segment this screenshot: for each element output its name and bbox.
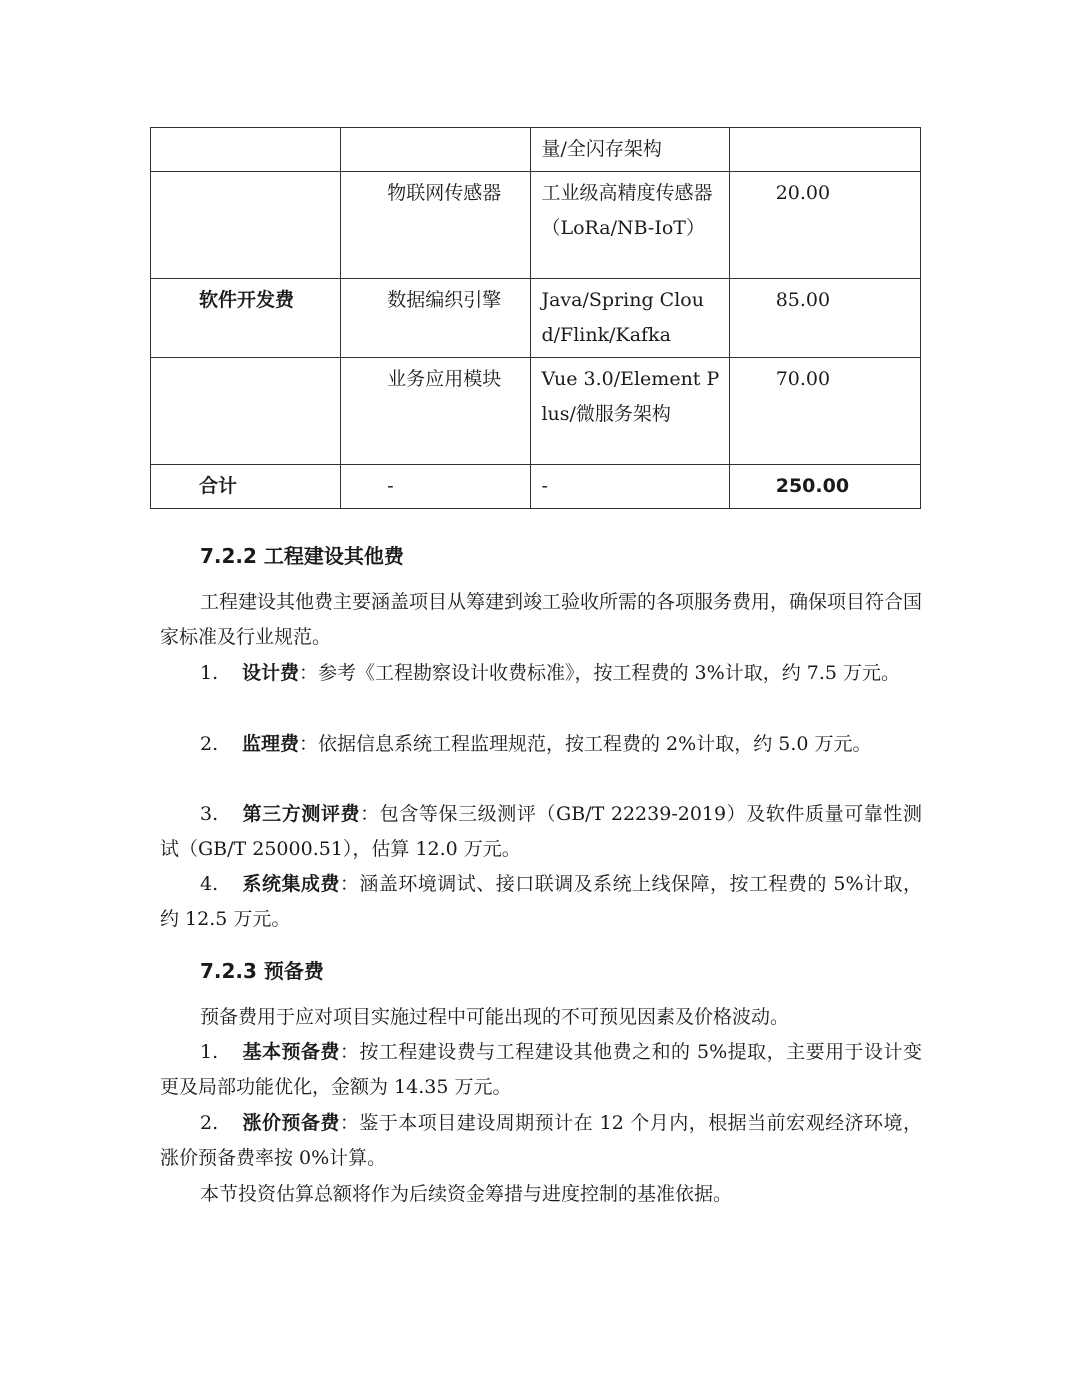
table-cell-item: 物联网传感器 xyxy=(387,182,502,204)
table-cell-spec: Java/Spring Cloud/Flink/Kafka xyxy=(541,289,704,346)
paragraph-closing xyxy=(160,1177,922,1212)
table-cell-item xyxy=(341,128,530,136)
cost-table xyxy=(150,127,921,509)
list-number: 1. xyxy=(200,1041,219,1063)
list-item xyxy=(160,656,922,691)
list-number: 2. xyxy=(200,1112,219,1134)
table-cell-spec: Vue 3.0/Element Plus/微服务架构 xyxy=(541,368,720,425)
list-text: ：依据信息系统工程监理规范，按工程费的 2%计取，约 5.0 万元。 xyxy=(299,733,872,755)
table-cell-spec: 量/全闪存架构 xyxy=(541,138,662,160)
table-cell-spec: - xyxy=(541,475,548,497)
list-term: 系统集成费 xyxy=(242,873,340,895)
list-item xyxy=(160,797,922,867)
table-cell-amount: 70.00 xyxy=(775,368,831,390)
paragraph-intro-723 xyxy=(160,1000,922,1035)
table-cell-category xyxy=(151,128,340,136)
list-text: ：鉴于本项目建设周期预计在 12 个月内，根据当前宏观经济环境，涨价预备费率按 0%计算。 xyxy=(160,1112,922,1169)
table-cell-item: - xyxy=(387,475,394,497)
list-term: 基本预备费 xyxy=(242,1041,340,1063)
list-text: ：按工程建设费与工程建设其他费之和的 5%提取，主要用于设计变更及局部功能优化，金额为 14.35 万元。 xyxy=(160,1041,922,1098)
list-item xyxy=(160,1035,922,1105)
table-cell-amount xyxy=(730,128,920,136)
list-number: 4. xyxy=(200,873,219,895)
list-text: ：涵盖环境调试、接口联调及系统上线保障，按工程费的 5%计取，约 12.5 万元。 xyxy=(160,873,922,930)
table-cell-total-amount: 250.00 xyxy=(775,475,850,497)
table-cell-item: 数据编织引擎 xyxy=(387,289,502,311)
paragraph-text: 本节投资估算总额将作为后续资金筹措与进度控制的基准依据。 xyxy=(200,1183,733,1205)
table-cell-amount: 85.00 xyxy=(775,289,831,311)
list-text: ：包含等保三级测评（GB/T 22239-2019）及软件质量可靠性测试（GB/T 25000.51），估算 12.0 万元。 xyxy=(160,803,922,860)
table-cell-amount: 20.00 xyxy=(775,182,831,204)
list-term: 设计费 xyxy=(242,662,300,684)
list-text: ：参考《工程勘察设计收费标准》，按工程费的 3%计取，约 7.5 万元。 xyxy=(299,662,900,684)
list-number: 3. xyxy=(200,803,219,825)
list-item xyxy=(160,1106,922,1176)
table-row xyxy=(151,172,921,279)
paragraph-text: 预备费用于应对项目实施过程中可能出现的不可预见因素及价格波动。 xyxy=(200,1006,790,1028)
table-cell-item: 业务应用模块 xyxy=(387,368,502,390)
table-row xyxy=(151,358,921,465)
list-term: 第三方测评费 xyxy=(242,803,361,825)
section-heading-7-2-2: 7.2.2 工程建设其他费 xyxy=(200,544,404,568)
paragraph-intro-722 xyxy=(160,585,922,655)
list-item xyxy=(160,727,922,762)
table-row xyxy=(151,128,921,172)
list-item xyxy=(160,867,922,937)
table-row xyxy=(151,279,921,358)
table-cell-category xyxy=(151,358,340,366)
table-cell-category: 软件开发费 xyxy=(199,289,295,311)
table-cell-category xyxy=(151,172,340,180)
table-cell-category: 合计 xyxy=(199,475,238,497)
paragraph-text: 工程建设其他费主要涵盖项目从筹建到竣工验收所需的各项服务费用，确保项目符合国家标准及行业规范。 xyxy=(160,591,923,648)
list-term: 监理费 xyxy=(242,733,300,755)
list-number: 2. xyxy=(200,733,219,755)
list-term: 涨价预备费 xyxy=(242,1112,340,1134)
table-cell-spec: 工业级高精度传感器（LoRa/NB-IoT） xyxy=(541,182,713,239)
list-number: 1. xyxy=(200,662,219,684)
table-row-total xyxy=(151,465,921,509)
section-heading-7-2-3: 7.2.3 预备费 xyxy=(200,959,324,983)
